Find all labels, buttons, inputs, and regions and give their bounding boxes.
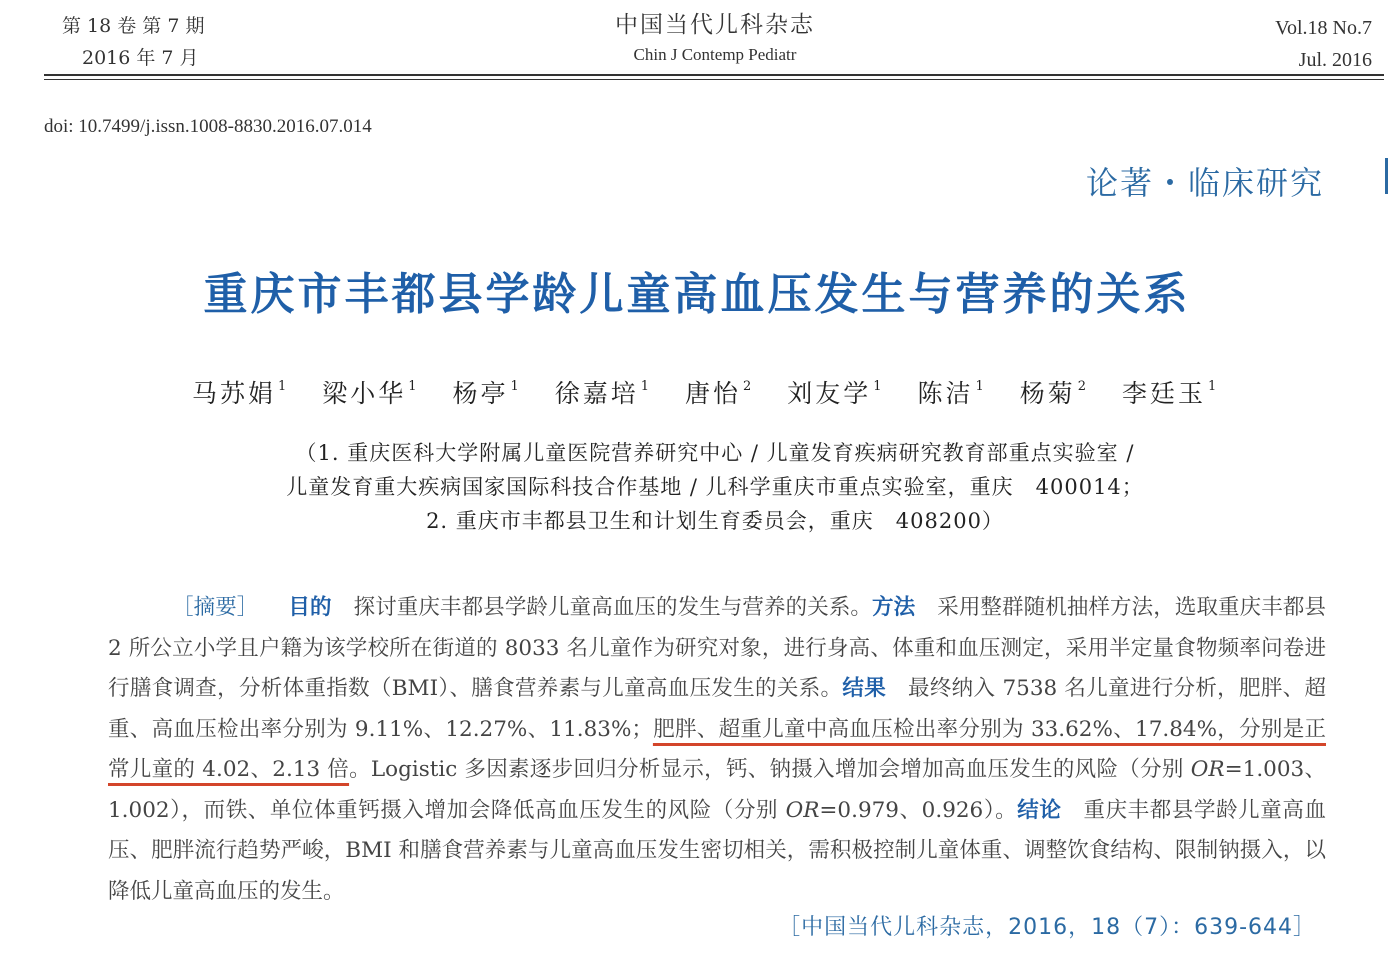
conclusion-label: 结论 xyxy=(1017,797,1062,823)
header-rule xyxy=(44,74,1384,76)
author: 徐嘉培 $^1$ xyxy=(554,379,650,408)
header-center xyxy=(500,8,930,68)
date-cn: 2016 年 7 月 xyxy=(82,47,199,69)
author: 唐怡 $^2$ xyxy=(685,379,752,408)
conclusion-text: 重庆丰都县学龄儿童高血压、肥胖流行趋势严峻，BMI 和膳食营养素与儿童高血压发生密切相关，需积极控制儿童体重、调整饮食结构、限制钠摄入，以降低儿童高血压的发生。 xyxy=(108,797,1326,904)
results-text: =0.979、0.926）。 xyxy=(819,797,1018,823)
affiliation-line: （1. 重庆医科大学附属儿童医院营养研究中心 / 儿童发育疾病研究教育部重点实验室 / xyxy=(295,441,1135,465)
author: 刘友学 $^1$ xyxy=(787,379,882,408)
journal-name-cn: 中国当代儿科杂志 xyxy=(615,12,815,38)
results-text: 最终纳入 7538 名儿童进行分析，肥胖、超重、高血压检出率分别为 9.11%、12.27%、11.83%； xyxy=(108,676,1326,742)
header-rule-thin xyxy=(44,79,1384,80)
results-label: 结果 xyxy=(842,676,887,701)
journal-name-en: Chin J Contemp Pediatr xyxy=(633,45,797,64)
section-bar xyxy=(1385,158,1388,194)
affiliations xyxy=(0,436,1394,538)
header-right xyxy=(1275,12,1372,76)
author: 陈洁 $^1$ xyxy=(917,379,984,408)
abstract xyxy=(108,588,1326,912)
or-symbol: OR xyxy=(1190,757,1225,782)
objective-text: 探讨重庆丰都县学龄儿童高血压的发生与营养的关系。 xyxy=(353,595,873,620)
objective-label: 目的 xyxy=(288,595,332,620)
author: 杨亭 $^1$ xyxy=(452,379,519,408)
author-list xyxy=(192,374,1244,410)
abstract-tag: ［摘要］ xyxy=(172,595,259,620)
results-text: 。Logistic 多因素逐步回归分析显示，钙、钠摄入增加会增加高血压发生的风险（分别 xyxy=(349,757,1191,782)
affiliation-line: 儿童发育重大疾病国家国际科技合作基地 / 儿科学重庆市重点实验室，重庆 400014； xyxy=(286,475,1144,499)
methods-label: 方法 xyxy=(872,595,916,620)
volume-en: Vol.18 No.7 xyxy=(1275,17,1372,39)
author: 梁小华 $^1$ xyxy=(322,379,417,408)
author: 李廷玉 $^1$ xyxy=(1122,379,1217,408)
citation: ［中国当代儿科杂志，2016，18（7）：639-644］ xyxy=(778,915,1316,940)
methods-text: 采用整群随机抽样方法，选取重庆丰都县 2 所公立小学且户籍为该学校所在街道的 8033 名儿童作为研究对象，进行身高、体重和血压测定，采用半定量食物频率问卷进行膳食调查，分析体重指数（BMI）、膳食营养素与儿童高血压发生的关系。 xyxy=(108,595,1326,701)
doi[interactable]: doi: 10.7499/j.issn.1008-8830.2016.07.014 xyxy=(44,116,372,137)
author: 杨菊 $^2$ xyxy=(1019,379,1087,408)
affiliation-line: 2. 重庆市丰都县卫生和计划生育委员会，重庆 408200） xyxy=(426,509,1004,533)
date-en: Jul. 2016 xyxy=(1298,49,1372,71)
section-tag: 论著・临床研究 xyxy=(1085,164,1324,202)
results-text: =1.003、1.002），而铁、单位体重钙摄入增加会降低高血压发生的风险（分别 xyxy=(108,757,1326,823)
author: 马苏娟 $^1$ xyxy=(192,379,287,408)
header-left xyxy=(62,10,204,74)
or-symbol: OR xyxy=(785,797,820,823)
article-title: 重庆市丰都县学龄儿童高血压发生与营养的关系 xyxy=(203,269,1191,320)
highlighted-result: 肥胖、超重儿童中高血压检出率分别为 33.62%、17.84%，分别是正常儿童的 4.02、2.13 倍 xyxy=(108,716,1326,782)
volume-cn: 第 18 卷 第 7 期 xyxy=(62,15,205,37)
